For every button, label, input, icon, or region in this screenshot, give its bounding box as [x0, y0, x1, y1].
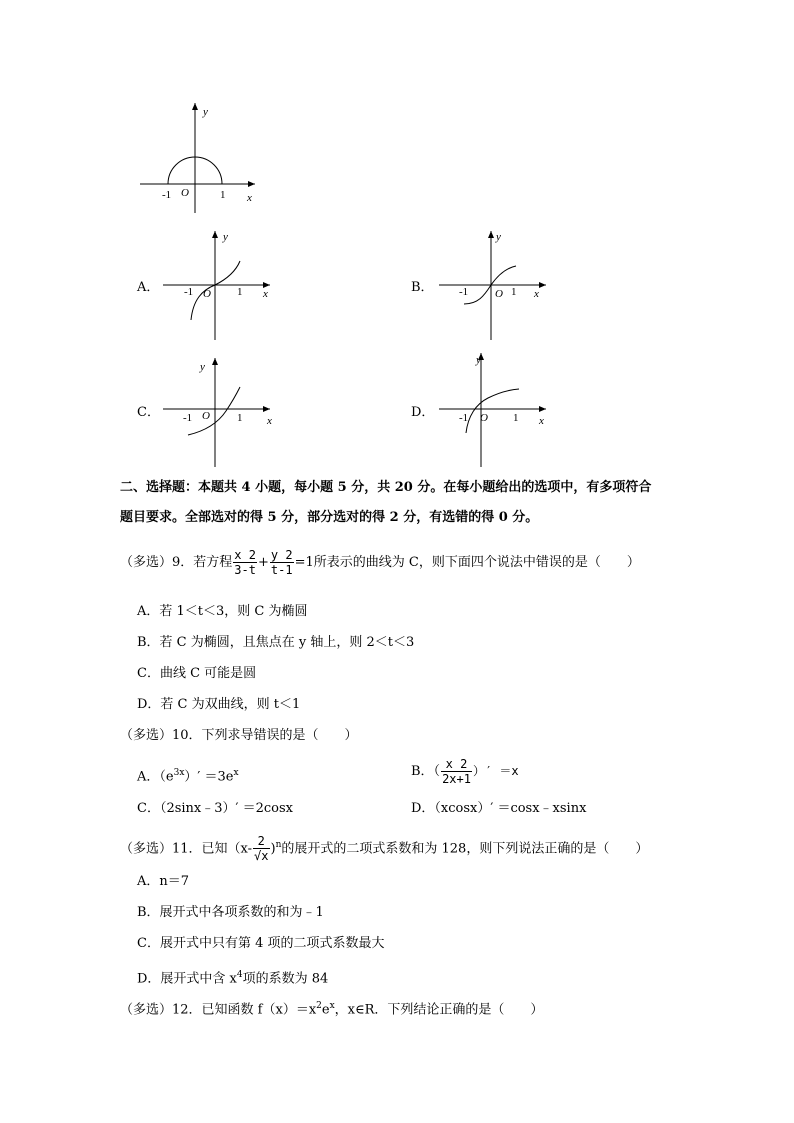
y-label: y [476, 354, 481, 366]
option-a-label: A． [137, 280, 160, 295]
q9-option-b: B．若 C 为椭圆，且焦点在 y 轴上，则 2＜t＜3 [137, 635, 415, 650]
question-10-stem: （多选）10．下列求导错误的是（ ） [120, 728, 358, 743]
y-label: y [200, 361, 205, 373]
q11-prefix: （多选）11．已知（x- [120, 841, 253, 857]
option-d-label: D． [411, 405, 435, 420]
q12-mid: e [321, 1002, 330, 1018]
question-9-stem [120, 544, 640, 582]
q11-den: √x [254, 849, 269, 864]
option-a-graph [160, 228, 280, 343]
origin-label: O [202, 410, 210, 422]
q10-b-pre: B．（ [411, 764, 441, 779]
q9-fraction-1-den: 3-t [234, 563, 256, 577]
q9-fraction-1-num: x 2 [234, 548, 256, 562]
q9-fraction-2-num: y 2 [270, 548, 293, 562]
origin-label: O [495, 288, 503, 300]
q9-option-c: C．曲线 C 可能是圆 [137, 666, 257, 681]
section-heading-line1: 二、选择题：本题共 4 小题，每小题 5 分，共 20 分。在每小题给出的选项中，有多项符合 [120, 480, 652, 495]
neg1-label: -1 [183, 412, 193, 424]
q10-option-c: C．（2sinx﹣3）′ ＝2cosx [137, 801, 293, 816]
q11-d-pre: D．展开式中含 x [137, 971, 237, 987]
q11-option-c: C．展开式中只有第 4 项的二项式系数最大 [137, 936, 385, 951]
main-graph [135, 100, 265, 215]
q10-b-den: 2x+1 [442, 772, 471, 786]
q9-fraction-1 [233, 548, 257, 577]
q10-option-b [411, 752, 519, 791]
q10-option-d: D．（xcosx）′ ＝cosx﹣xsinx [411, 801, 587, 816]
x-label: x [534, 288, 539, 300]
question-11-stem [120, 826, 648, 868]
neg1-label: -1 [162, 189, 172, 201]
q9-fraction-2 [270, 548, 294, 577]
q11-suffix: 的展开式的二项式系数和为 128，则下列说法正确的是（ ） [281, 841, 649, 857]
q12-sup2: x [329, 1001, 335, 1011]
neg1-label: -1 [459, 412, 469, 424]
q10-a-sup: 3x [173, 768, 185, 778]
x-label: x [267, 415, 272, 427]
y-label: y [223, 231, 228, 243]
neg1-label: -1 [459, 286, 469, 298]
question-12-stem [120, 997, 543, 1019]
q10-b-post: ）′ ＝x [472, 764, 519, 778]
pos1-label: 1 [237, 286, 243, 298]
curve [188, 387, 240, 435]
q9-suffix: 所表示的曲线为 C，则下面四个说法中错误的是（ ） [313, 555, 640, 570]
origin-label: O [203, 288, 211, 300]
q10-b-num: x 2 [441, 757, 472, 772]
q11-close: ) [270, 841, 276, 857]
q11-num: 2 [253, 834, 269, 849]
curve [466, 389, 519, 433]
q12-post: ，x∈R．下列结论正确的是（ ） [334, 1002, 544, 1018]
y-label: y [496, 231, 501, 243]
option-c-label: C． [137, 405, 160, 420]
pos1-label: 1 [237, 412, 243, 424]
q10-a-pre: A．（e [137, 769, 174, 785]
q10-option-a [137, 764, 239, 786]
q11-d-post: 项的系数为 84 [242, 971, 329, 987]
y-label: y [203, 106, 208, 118]
x-label: x [247, 192, 252, 204]
q11-sup: n [275, 840, 282, 850]
q9-plus: + [257, 555, 269, 570]
q11-option-d [137, 966, 328, 988]
x-label: x [539, 415, 544, 427]
q11-fraction [253, 834, 269, 863]
neg1-label: -1 [184, 286, 194, 298]
q11-d-sup: 4 [236, 970, 243, 980]
pos1-label: 1 [511, 286, 517, 298]
pos1-label: 1 [513, 412, 519, 424]
section-heading-line2: 题目要求。全部选对的得 5 分，部分选对的得 2 分，有选错的得 0 分。 [120, 510, 539, 525]
option-c-graph [160, 355, 280, 470]
origin-label: O [480, 412, 488, 424]
option-d-graph [436, 350, 556, 470]
origin-label: O [181, 187, 189, 199]
q9-fraction-2-den: t-1 [270, 563, 293, 577]
q9-option-d: D．若 C 为双曲线，则 t＜1 [137, 697, 301, 712]
q10-b-fraction [441, 757, 472, 786]
q10-a-mid: ）′ ＝3e [184, 769, 234, 785]
q10-a-sup2: x [233, 768, 239, 778]
option-b-graph [436, 228, 556, 343]
q9-eq: =1 [294, 555, 314, 570]
q12-pre: （多选）12．已知函数 f（x）＝x [120, 1002, 317, 1018]
pos1-label: 1 [220, 189, 226, 201]
option-b-label: B． [411, 280, 434, 295]
q9-prefix: （多选）9．若方程 [120, 555, 233, 570]
q11-option-b: B．展开式中各项系数的和为﹣1 [137, 905, 324, 920]
x-label: x [263, 288, 268, 300]
q11-option-a: A．n＝7 [137, 874, 190, 889]
q9-option-a: A．若 1＜t＜3，则 C 为椭圆 [137, 604, 308, 619]
q12-sup1: 2 [316, 1001, 322, 1011]
